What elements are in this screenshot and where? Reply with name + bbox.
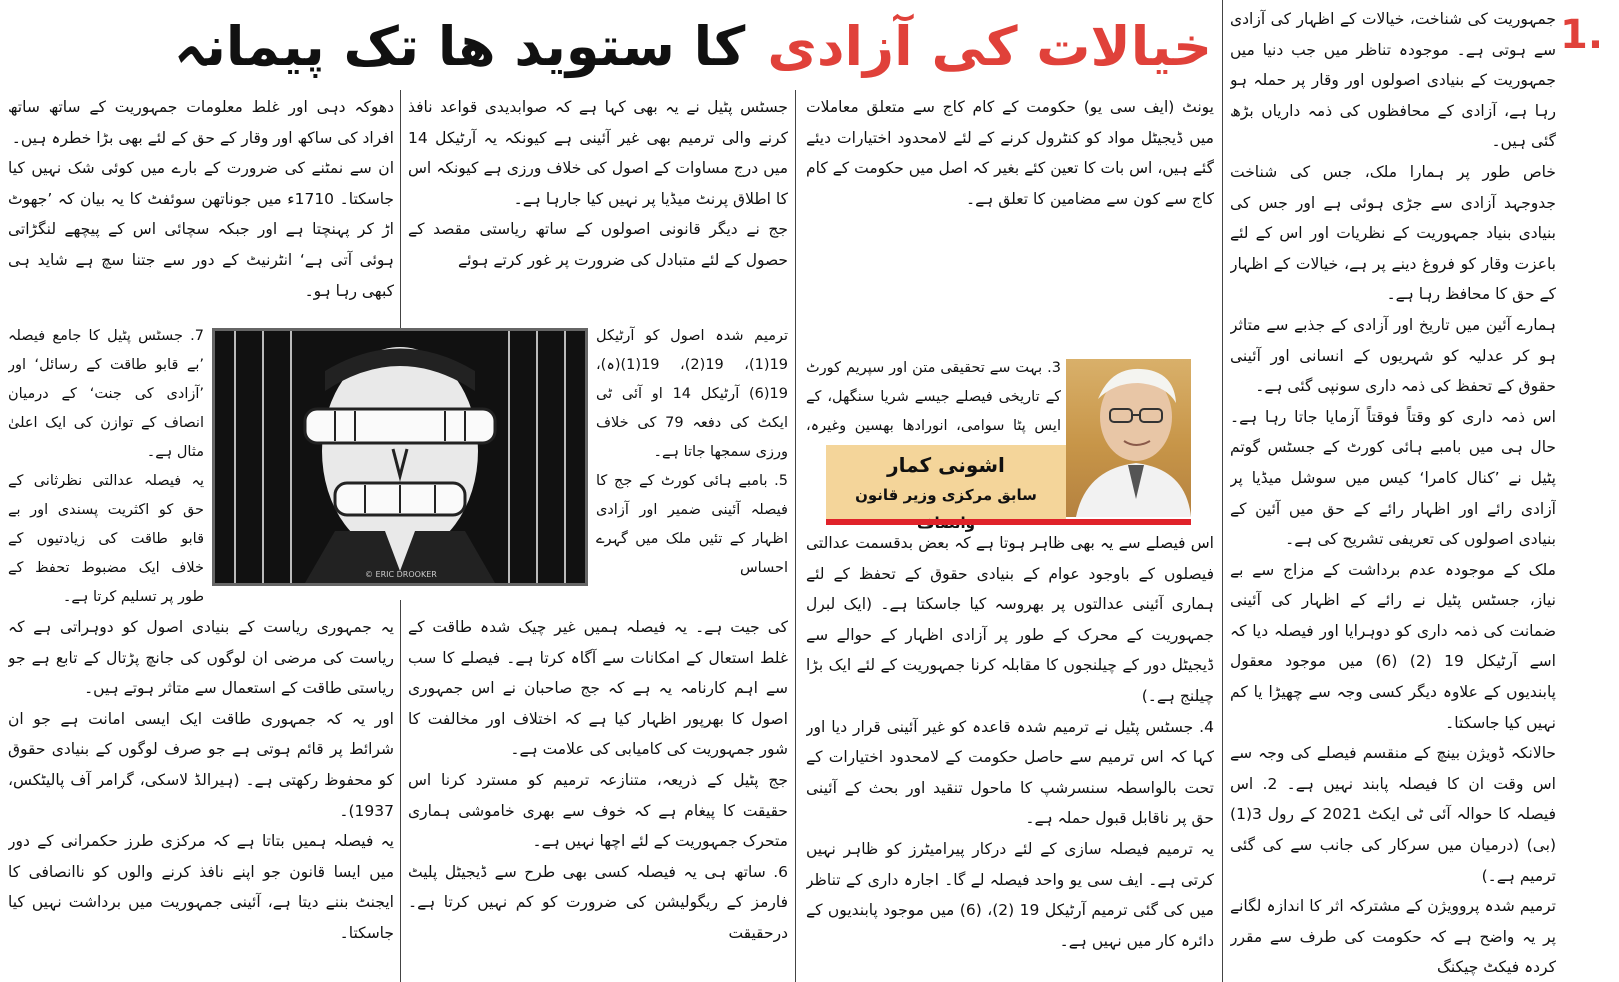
caption-red-bar [826, 519, 1191, 525]
paragraph: کی جیت ہے۔ یہ فیصلہ ہمیں غیر چیک شدہ طاقت کے غلط استعال کے امکانات سے آگاہ کرتا ہے۔ فیصلے کا سب سے اہم کارنامہ یہ ہے کہ جج صاحبان نے اس جمہوری اصول کا بھرپور اظہار کیا ہے کہ اختلاف اور مخالفت کا شور جمہوریت کی کامیابی کی علامت ہے۔ [408, 618, 788, 759]
author-name: اشونی کمار [887, 453, 1005, 477]
paragraph: 5. بامبے ہائی کورٹ کے جج کا فیصلہ آئینی ضمیر اور آزادی اظہار کے تئیں ملک میں گہرے احساس [596, 473, 788, 576]
paragraph: یونٹ (ایف سی یو) حکومت کے کام کاج سے متعلق معاملات میں ڈیجیٹل مواد کو کنٹرول کرنے کے لئے لامحدود اختیارات دیئے گئے ہیں، اس بات کا تعین کئے بغیر کہ اصل میں حکومت کے کام کاج سے کون سے مضامین کا تعلق ہے۔ [806, 98, 1214, 208]
paragraph: اس فیصلے سے یہ بھی ظاہر ہوتا ہے کہ بعض بدقسمت عدالتی فیصلوں کے باوجود عوام کے بنیادی حقوق کے تحفظ کے لئے ہماری آئینی عدالتوں پر بھروسہ کیا جاسکتا ہے۔ (ایک لبرل جمہوریت کے محرک کے طور پر آزادی اظہار کے حوالے سے ڈیجیٹل دور کے چیلنجوں کا مقابلہ کرنا جمہوریت کے لئے ایک بڑا چیلنج ہے۔) [806, 534, 1214, 705]
paragraph: ہمارے آئین میں تاریخ اور آزادی کے جذبے سے متاثر ہو کر عدلیہ کو شہریوں کے انسانی اور آئینی حقوق کے تحفظ کی ذمہ داری سونپی گئی ہے۔ [1230, 315, 1556, 396]
author-portrait-icon [1066, 359, 1191, 517]
column-rule [795, 90, 796, 982]
gagged-face-icon [215, 331, 585, 583]
paragraph: اس ذمہ داری کو وقتاً فوقتاً آزمایا جاتا رہا ہے۔ حال ہی میں بامبے ہائی کورٹ کے جسٹس گوتم پٹیل نے ’کنال کامرا‘ کیس میں سوشل میڈیا پر آزادی رائے اور اظہار رائے کے حق میں آئین کے بنیادی اصولوں کی تعریفی تشریح کی ہے۔ [1230, 407, 1556, 549]
article-column-3-bottom [408, 612, 788, 980]
article-column-4-side [8, 322, 204, 612]
paragraph: 7. جسٹس پٹیل کا جامع فیصلہ ’بے قابو طاقت کے رسائل‘ اور ’آزادی کی جنت‘ کے درمیان انصاف کے توازن کی ایک اعلیٰ مثال ہے۔ [8, 328, 204, 460]
paragraph: دھوکہ دہی اور غلط معلومات جمہوریت کے ساتھ ساتھ افراد کی ساکھ اور وقار کے حق کے لئے بھی بڑا خطرہ ہیں۔ [8, 98, 394, 147]
paragraph: یہ فیصلہ ہمیں بتاتا ہے کہ مرکزی طرز حکمرانی کے دور میں ایسا قانون جو اپنے نافذ کرنے والوں کو ناانصافی کا ایجنٹ بننے دیتا ہے، آئینی جمہوریت میں برداشت نہیں کیا جاسکتا۔ [8, 832, 394, 942]
paragraph: 6. ساتھ ہی یہ فیصلہ کسی بھی طرح سے ڈیجیٹل پلیٹ فارمز کے ریگولیشن کی ضرورت کو کم نہیں کرتا ہے۔ درحقیقت [408, 862, 788, 942]
paragraph: 3. بہت سے تحقیقی متن اور سپریم کورٹ کے تاریخی فیصلے جیسے شریا سنگھل، کے ایس پٹا سوامی، انورادھا بھسین وغیرہ، [806, 360, 1061, 434]
paragraph: یہ فیصلہ عدالتی نظرثانی کے حق کو اکثریت پسندی اور بے قابو طاقت کی زیادتیوں کے خلاف ایک مضبوط تحفظ کے طور پر تسلیم کرتا ہے۔ [8, 473, 204, 605]
paragraph: 4. جسٹس پٹیل نے ترمیم شدہ قاعدہ کو غیر آئینی قرار دیا اور کہا کہ اس ترمیم سے حاصل حکومت کے لامحدود اختیارات کے تحت بالواسطہ سنسرشپ کا ماحول تنقید اور بحث کے آئینی حق پر ناقابل قبول حملہ ہے۔ [806, 717, 1214, 828]
paragraph: اور یہ کہ جمہوری طاقت ایک ایسی امانت ہے جو ان شرائط پر قائم ہوتی ہے جو صرف لوگوں کے بنیادی حقوق کو محفوظ رکھتی ہے۔ (ہیرالڈ لاسکی، گرامر آف پالیٹکس، 1937)۔ [8, 709, 394, 820]
paragraph: یہ جمہوری ریاست کے بنیادی اصول کو دوہراتی ہے کہ ریاست کی مرضی ان لوگوں کی جانچ پڑتال کے تابع ہے جو ریاستی طاقت کے استعمال سے متاثر ہوتے ہیں۔ [8, 618, 394, 698]
article-column-1 [1230, 4, 1556, 980]
column-rule [400, 90, 401, 330]
censorship-illustration [212, 328, 588, 586]
paragraph: حالانکہ ڈویژن بینچ کے منقسم فیصلے کی وجہ سے اس وقت ان کا فیصلہ پابند نہیں ہے۔ 2. اس فیصلہ کا حوالہ آئی ٹی ایکٹ 2021 کے رول 3(1)(بی) (درمیان میں سرکار کی جانب سے کی گئی ترمیم ہے۔) [1230, 744, 1556, 885]
column-rule [1222, 0, 1223, 982]
article-column-2-top [806, 92, 1214, 354]
article-column-3-side [596, 322, 788, 612]
author-photo [1066, 359, 1191, 517]
paragraph: جج پٹیل کے ذریعہ، متنازعہ ترمیم کو مسترد کرنا اس حقیقت کا پیغام ہے کہ خوف سے بھری خاموشی ہماری متحرک جمہوریت کے لئے اچھا نہیں ہے۔ [408, 770, 788, 851]
section-number: 1. [1560, 12, 1604, 58]
article-column-3-top [408, 92, 788, 322]
author-caption [826, 445, 1066, 519]
paragraph: جج نے دیگر قانونی اصولوں کے ساتھ ریاستی مقصد کے حصول کے لئے متبادل کی ضرورت پر غور کرتے ہوئے [408, 220, 788, 269]
headline-red-part: خیالات کی آزادی [767, 14, 1212, 78]
paragraph: ترمیم شدہ اصول کو آرٹیکل 19(1)، 19(2)، 19(1)(ہ)، 19(6) آرٹیکل 14 او آئی ٹی ایکٹ کی دفعہ 79 کی خلاف ورزی سمجھا جاتا ہے۔ [596, 328, 788, 460]
paragraph: یہ ترمیم فیصلہ سازی کے لئے درکار پیرامیٹرز کو ظاہر نہیں کرتی ہے۔ ایف سی یو واحد فیصلہ لے گا۔ اجارہ داری کے تناظر میں کی گئی ترمیم آرٹیکل 19 (2)، (6) میں موجود پابندیوں کے دائرہ کار میں نہیں ہے۔ [806, 839, 1214, 950]
paragraph: ان سے نمٹنے کی ضرورت کے بارے میں کوئی شک نہیں کیا جاسکتا۔ 1710ء میں جوناتھن سوئفٹ کا یہ بیان کہ ’جھوٹ اڑ کر پہنچتا ہے اور جبکہ سچائی اس کے پیچھے لنگڑاتی ہوئی آتی ہے‘ انٹرنیٹ کے دور سے جتنا سچ ہے شاید ہی کبھی رہا ہو۔ [8, 159, 394, 300]
article-column-2-bottom [806, 528, 1214, 980]
headline [10, 4, 1222, 88]
author-role: سابق مرکزی وزیر قانون [855, 486, 1037, 504]
paragraph: جمہوریت کی شناخت، خیالات کے اظہار کی آزادی سے ہوتی ہے۔ موجودہ تناظر میں جب دنیا میں جمہوریت کے بنیادی اصولوں اور وقار پر حملہ ہو رہا ہے، آزادی کے محافظوں کی ذمہ داریاں بڑھ گئی ہیں۔ [1230, 10, 1556, 151]
paragraph: خاص طور پر ہمارا ملک، جس کی شناخت جدوجہد آزادی سے جڑی ہوئی ہے اور جس کی بنیادی بنیاد جمہوریت کے نظریات اور اس کے لئے باعزت وقار کو فروغ دینے پر ہے، خیالات کے اظہار کے حق کا محافظ رہا ہے۔ [1230, 162, 1556, 304]
headline-black-part: کا ستوید ھا تک پیمانہ [173, 14, 746, 78]
illustration-credit: © ERIC DROOKER [365, 570, 437, 579]
article-column-4-top [8, 92, 394, 320]
paragraph: ملک کے موجودہ عدم برداشت کے مزاج سے بے نیاز، جسٹس پٹیل نے رائے کے اظہار کی آئینی ضمانت کی ذمہ داری کو دوہرایا اور فیصلہ دیا کہ اسے آرٹیکل 19 (2) (6) میں موجود معقول پابندیوں کے علاوہ دیگر کسی وجہ سے چھیڑا یا کم نہیں کیا جاسکتا۔ [1230, 560, 1556, 732]
paragraph: جسٹس پٹیل نے یہ بھی کہا ہے کہ صوابدیدی قواعد نافذ کرنے والی ترمیم بھی غیر آئینی ہے کیونکہ یہ آرٹیکل 14 میں درج مساوات کے اصول کی خلاف ورزی ہے کیونکہ اس کا اطلاق پرنٹ میڈیا پر نہیں کیا جارہا ہے۔ [408, 98, 788, 208]
paragraph: ترمیم شدہ پروویژن کے مشترکہ اثر کا اندازہ لگانے پر یہ واضح ہے کہ حکومت کی طرف سے مقرر کردہ فیکٹ چیکنگ [1230, 897, 1556, 977]
column-rule [400, 600, 401, 982]
article-column-4-bottom [8, 612, 394, 980]
article-column-2-wrap [806, 354, 1061, 442]
